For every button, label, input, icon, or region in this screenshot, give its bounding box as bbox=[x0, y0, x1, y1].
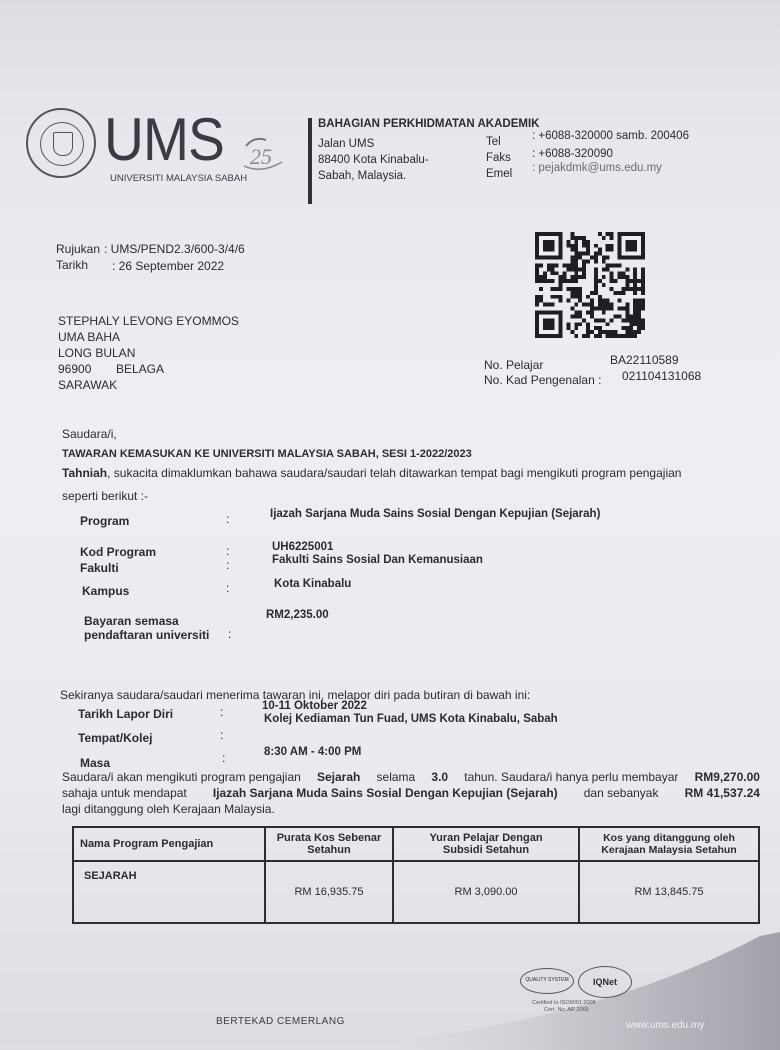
para2-l1-duration: 3.0 bbox=[431, 770, 449, 784]
quality-system-badge bbox=[520, 968, 574, 994]
quality-system-text: QUALITY SYSTEM bbox=[525, 977, 569, 983]
recipient-state: SARAWAK bbox=[58, 378, 118, 392]
intro-rest: , sukacita dimaklumkan bahawa saudara/saudari telah ditawarkan tempat bagi mengikuti program pengajian bbox=[107, 466, 682, 480]
ums-wordmark: UMS bbox=[104, 106, 224, 173]
para2-l2-amount: RM 41,537.24 bbox=[684, 786, 760, 800]
bayaran-label-2: pendaftaran universiti bbox=[84, 628, 210, 642]
header-student-fee-l2: Subsidi Setahun bbox=[442, 844, 530, 856]
address-line-3: Sabah, Malaysia. bbox=[318, 170, 407, 182]
tempat-value: Kolej Kediaman Tun Fuad, UMS Kota Kinabalu, Sabah bbox=[264, 713, 558, 725]
recipient-address-2: LONG BULAN bbox=[58, 346, 136, 360]
qr-code bbox=[534, 232, 646, 338]
intro-bold: Tahniah bbox=[62, 466, 108, 480]
recipient-address-1: UMA BAHA bbox=[58, 330, 121, 344]
header-avg-cost-l2: Setahun bbox=[307, 844, 351, 856]
recipient-town: BELAGA bbox=[116, 362, 165, 376]
para2-l2-degree: Ijazah Sarjana Muda Sains Sosial Dengan Kepujian (Sejarah) bbox=[212, 786, 558, 800]
kod-program-colon: : bbox=[226, 544, 230, 558]
intro-paragraph bbox=[62, 466, 738, 480]
tarikh-label: Tarikh bbox=[56, 258, 89, 272]
rujukan-value: : UMS/PEND2.3/600-3/4/6 bbox=[104, 242, 245, 256]
lapor-diri-label: Tarikh Lapor Diri bbox=[78, 707, 174, 721]
header-divider bbox=[308, 118, 312, 204]
cell-program: SEJARAH bbox=[73, 861, 265, 923]
bayaran-label-1: Bayaran semasa bbox=[84, 614, 179, 628]
address-line-1: Jalan UMS bbox=[318, 138, 375, 150]
para2-l1-selama: selama bbox=[376, 770, 416, 784]
bayaran-colon: : bbox=[228, 627, 232, 641]
para2-l1-text: Saudara/i akan mengikuti program pengajian bbox=[62, 770, 301, 784]
program-value: Ijazah Sarjana Muda Sains Sosial Dengan Kepujian (Sejarah) bbox=[270, 508, 601, 520]
email-label: Emel bbox=[486, 168, 513, 180]
tel-value: : +6088-320000 samb. 200406 bbox=[532, 130, 689, 142]
kampus-value: Kota Kinabalu bbox=[274, 578, 352, 590]
address-line-2: 88400 Kota Kinabalu- bbox=[318, 154, 429, 166]
salutation: Saudara/i, bbox=[62, 427, 117, 441]
recipient-postcode: 96900 bbox=[58, 362, 92, 376]
report-intro: Sekiranya saudara/saudari menerima tawaran ini, melapor diri pada butiran di bawah ini: bbox=[60, 688, 531, 702]
lapor-diri-colon: : bbox=[220, 705, 224, 719]
ums-seal-logo bbox=[26, 108, 96, 178]
kod-program-label: Kod Program bbox=[80, 545, 157, 559]
ic-no-label: No. Kad Pengenalan : bbox=[484, 373, 602, 387]
fakulti-value: Fakulti Sains Sosial Dan Kemanusiaan bbox=[272, 554, 483, 566]
kampus-colon: : bbox=[226, 581, 230, 595]
kod-program-value: UH6225001 bbox=[272, 541, 334, 553]
header-avg-cost bbox=[265, 827, 393, 861]
tarikh-value: : 26 September 2022 bbox=[112, 259, 225, 273]
ums-subtitle: UNIVERSITI MALAYSIA SABAH bbox=[110, 173, 248, 184]
program-label: Program bbox=[80, 514, 130, 528]
iqnet-badge bbox=[578, 966, 632, 998]
intro-line-2: seperti berikut :- bbox=[62, 489, 149, 503]
para2-l2-text: sahaja untuk mendapat bbox=[62, 786, 187, 800]
cost-table-header bbox=[73, 827, 759, 861]
fax-value: : +6088-320090 bbox=[532, 148, 613, 160]
tempat-label: Tempat/Kolej bbox=[78, 731, 153, 745]
lapor-diri-value: 10-11 Oktober 2022 bbox=[262, 700, 367, 712]
header-student-fee-l1: Yuran Pelajar Dengan bbox=[429, 832, 543, 844]
fax-label: Faks bbox=[486, 152, 511, 164]
header-program-text: Nama Program Pengajian bbox=[80, 838, 214, 850]
rujukan-label: Rujukan bbox=[56, 242, 101, 256]
cell-student-fee: RM 3,090.00 bbox=[393, 861, 579, 923]
masa-label: Masa bbox=[80, 756, 111, 770]
fakulti-colon: : bbox=[226, 558, 230, 572]
para2-l1-amount: RM9,270.00 bbox=[694, 770, 760, 784]
cell-avg-cost: RM 16,935.75 bbox=[265, 861, 393, 923]
header-gov-cost-l1: Kos yang ditanggung oleh bbox=[603, 832, 735, 844]
anniversary-25-logo bbox=[240, 132, 286, 172]
header-gov-cost-l2: Kerajaan Malaysia Setahun bbox=[601, 844, 737, 856]
header-gov-cost bbox=[579, 827, 759, 861]
iqnet-text: IQNet bbox=[592, 977, 617, 987]
header-program bbox=[73, 827, 265, 861]
program-colon: : bbox=[226, 512, 230, 526]
recipient-name: STEPHALY LEVONG EYOMMOS bbox=[58, 314, 239, 328]
offer-title: TAWARAN KEMASUKAN KE UNIVERSITI MALAYSIA SABAH, SESI 1-2022/2023 bbox=[62, 448, 472, 460]
cert-line-1: Certified to ISO9001:2008 bbox=[532, 1000, 596, 1006]
fakulti-label: Fakulti bbox=[80, 561, 119, 575]
svg-text:25: 25 bbox=[250, 144, 272, 169]
masa-value: 8:30 AM - 4:00 PM bbox=[264, 746, 362, 758]
kampus-label: Kampus bbox=[82, 584, 130, 598]
para2-l2-text2: dan sebanyak bbox=[583, 786, 659, 800]
bayaran-value: RM2,235.00 bbox=[266, 609, 329, 621]
para2-l1-text2: tahun. Saudara/i hanya perlu membayar bbox=[464, 770, 679, 784]
header-student-fee bbox=[393, 827, 579, 861]
website-link[interactable]: www.ums.edu.my bbox=[626, 1020, 705, 1031]
tempat-colon: : bbox=[220, 728, 224, 742]
email-value: : pejakdmk@ums.edu.my bbox=[532, 162, 662, 174]
para2-l1-program: Sejarah bbox=[317, 770, 361, 784]
tel-label: Tel bbox=[486, 136, 501, 148]
para2-line-1 bbox=[62, 770, 760, 784]
cert-line-2: Cert. No: AR 2065 bbox=[544, 1007, 589, 1013]
student-no-label: No. Pelajar bbox=[484, 358, 544, 372]
cost-table bbox=[72, 826, 760, 924]
masa-colon: : bbox=[222, 751, 226, 765]
para2-line-3: lagi ditanggung oleh Kerajaan Malaysia. bbox=[62, 802, 275, 816]
motto: BERTEKAD CEMERLANG bbox=[216, 1016, 345, 1027]
para2-line-2 bbox=[62, 786, 760, 800]
student-no-value: BA22110589 bbox=[610, 353, 679, 367]
cell-gov-cost: RM 13,845.75 bbox=[579, 861, 759, 923]
department-name: BAHAGIAN PERKHIDMATAN AKADEMIK bbox=[318, 118, 540, 130]
ic-no-value: 021104131068 bbox=[622, 369, 702, 383]
header-avg-cost-l1: Purata Kos Sebenar bbox=[276, 832, 382, 844]
table-row bbox=[73, 861, 759, 923]
